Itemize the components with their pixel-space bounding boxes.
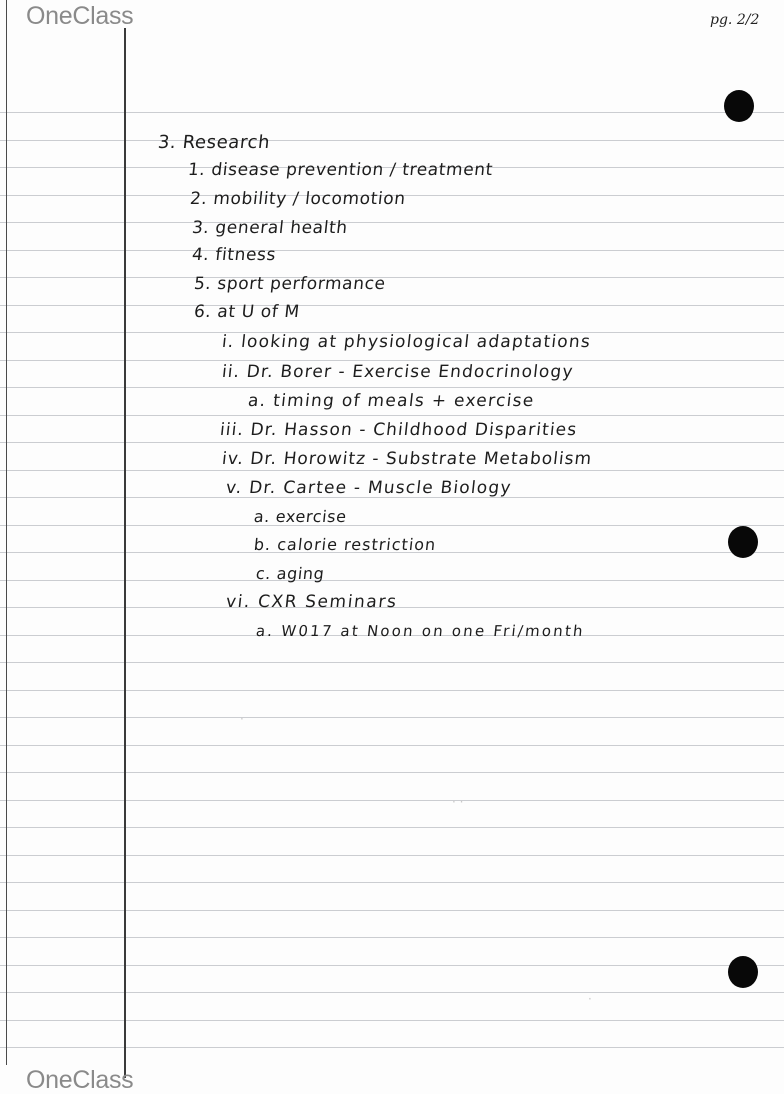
punch-hole-top (724, 90, 754, 122)
oneclass-logo-top: OneClass (26, 2, 134, 30)
sub-item: i. looking at physiological adaptations (220, 332, 592, 352)
sub-item: v. Dr. Cartee - Muscle Biology (224, 478, 513, 498)
rule-line (0, 992, 784, 993)
punch-hole-middle (728, 526, 758, 558)
sub-item: vi. CXR Seminars (224, 592, 399, 612)
rule-line (0, 965, 784, 966)
rule-line (0, 470, 784, 471)
rule-line (0, 882, 784, 883)
sub-sub-item: a. timing of meals + exercise (246, 391, 536, 411)
rule-line (0, 827, 784, 828)
rule-line (0, 277, 784, 278)
list-item: 1. disease prevention / treatment (186, 160, 494, 180)
list-item: 3. general health (190, 218, 349, 238)
rule-line (0, 250, 784, 251)
sub-sub-item: a. exercise (253, 507, 348, 526)
margin-line (124, 28, 126, 1078)
bleed-through-mark: · · (452, 795, 464, 809)
list-item: 6. at U of M (192, 302, 301, 322)
bleed-through-mark: · (240, 712, 244, 726)
rule-line (0, 222, 784, 223)
sub-item: iv. Dr. Horowitz - Substrate Metabolism (220, 449, 594, 469)
sub-item: iii. Dr. Hasson - Childhood Disparities (218, 420, 579, 440)
bleed-through-mark: · (588, 992, 592, 1006)
rule-line (0, 305, 784, 306)
rule-line (0, 415, 784, 416)
rule-line (0, 800, 784, 801)
rule-line (0, 442, 784, 443)
page-number: pg. 2/2 (710, 12, 760, 28)
sub-item: ii. Dr. Borer - Exercise Endocrinology (220, 362, 575, 382)
rule-line (0, 717, 784, 718)
list-item: 4. fitness (190, 245, 278, 265)
rule-line (0, 1047, 784, 1048)
rule-line (0, 855, 784, 856)
rule-line (0, 690, 784, 691)
heading-research: 3. Research (156, 132, 272, 153)
oneclass-logo-bottom: OneClass (26, 1066, 134, 1094)
rule-line (0, 525, 784, 526)
sub-sub-item: b. calorie restriction (253, 535, 438, 554)
list-item: 5. sport performance (192, 274, 387, 294)
rule-line (0, 112, 784, 113)
page-edge-line (6, 0, 7, 1065)
sub-sub-item: c. aging (255, 564, 326, 583)
list-item: 2. mobility / locomotion (188, 189, 407, 209)
rule-line (0, 1020, 784, 1021)
rule-line (0, 140, 784, 141)
rule-line (0, 662, 784, 663)
rule-line (0, 360, 784, 361)
rule-line (0, 772, 784, 773)
rule-line (0, 910, 784, 911)
rule-line (0, 745, 784, 746)
rule-line (0, 580, 784, 581)
sub-sub-item: a. W017 at Noon on one Fri/month (255, 622, 586, 640)
rule-line (0, 937, 784, 938)
rule-line (0, 387, 784, 388)
punch-hole-bottom (728, 956, 758, 988)
